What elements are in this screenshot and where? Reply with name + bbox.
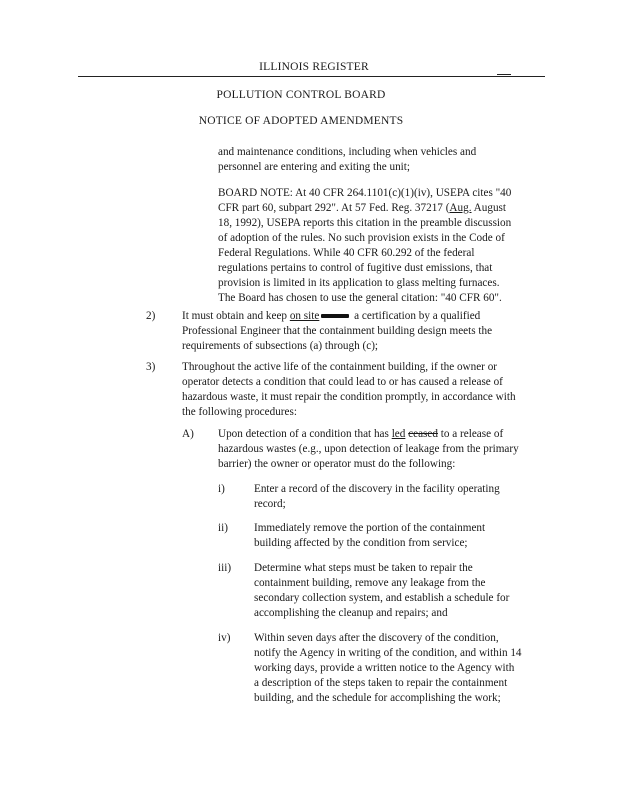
subitem-line: containment building, remove any leakage from the xyxy=(254,577,486,589)
continuation-line: personnel are entering and exiting the unit; xyxy=(218,161,410,173)
subitem-line: notify the Agency in writing of the condition, and within 14 xyxy=(254,647,522,659)
subitem-line: building affected by the condition from service; xyxy=(254,537,468,549)
item-number: 2) xyxy=(146,310,156,322)
subitem-number: i) xyxy=(218,483,225,495)
item-line: requirements of subsections (a) through (c); xyxy=(182,340,379,352)
board-note-line: CFR part 60, subpart 292". At 57 Fed. Reg. 37217 (Aug. August xyxy=(218,202,507,214)
subitem-line: secondary collection system, and establish a schedule for xyxy=(254,592,510,604)
subitem-line: Immediately remove the portion of the containment xyxy=(254,522,486,534)
board-note-line: 18, 1992), USEPA reports this citation in the preamble discussion xyxy=(218,217,512,229)
item-number: 3) xyxy=(146,361,156,373)
subitem-number: ii) xyxy=(218,522,228,534)
board-note-line: BOARD NOTE: At 40 CFR 264.1101(c)(1)(iv), USEPA cites "40 xyxy=(218,187,512,199)
register-header: ILLINOIS REGISTER xyxy=(259,61,369,73)
item-line: hazardous waste, it must repair the condition promptly, in accordance with xyxy=(182,391,516,403)
subitem-line: a description of the steps taken to repair the containment xyxy=(254,677,508,689)
item-line: hazardous wastes (e.g., upon detection of leakage from the primary xyxy=(218,443,519,455)
item-line: Upon detection of a condition that has led ceased to a release of xyxy=(218,428,504,440)
subitem-line: accomplishing the cleanup and repairs; and xyxy=(254,607,448,619)
subitem-line: building, and the schedule for accomplishing the work; xyxy=(254,692,501,704)
subitem-line: record; xyxy=(254,498,286,510)
underlined-insert: led xyxy=(391,428,406,440)
subitem-line: Enter a record of the discovery in the facility operating xyxy=(254,483,500,495)
underlined-insert: Aug. xyxy=(449,202,472,214)
item-line: the following procedures: xyxy=(182,406,297,418)
continuation-line: and maintenance conditions, including when vehicles and xyxy=(218,146,477,158)
board-note-line: provision is limited in its application to glass melting furnaces. xyxy=(218,277,500,289)
struck-text: ceased xyxy=(408,428,438,440)
header-rule-dash xyxy=(497,74,511,75)
subitem-line: Within seven days after the discovery of the condition, xyxy=(254,632,499,644)
header-rule xyxy=(78,76,545,77)
notice-header: NOTICE OF ADOPTED AMENDMENTS xyxy=(198,115,404,127)
subitem-number: iv) xyxy=(218,632,231,644)
board-header: POLLUTION CONTROL BOARD xyxy=(216,89,386,101)
board-note-line: of adoption of the rules. No such provision exists in the Code of xyxy=(218,232,505,244)
subitem-line: Determine what steps must be taken to repair the xyxy=(254,562,473,574)
item-line: It must obtain and keep on site a certification by a qualified xyxy=(182,310,481,322)
item-line: Throughout the active life of the containment building, if the owner or xyxy=(182,361,498,373)
subitem-line: working days, provide a written notice to the Agency with xyxy=(254,662,515,674)
board-note-line: Federal Regulations. While 40 CFR 60.292 of the federal xyxy=(218,247,475,259)
item-letter: A) xyxy=(182,428,194,440)
item-line: barrier) the owner or operator must do the following: xyxy=(218,458,456,470)
redaction-mark xyxy=(321,314,349,318)
item-line: operator detects a condition that could lead to or has caused a release of xyxy=(182,376,503,388)
board-note-line: The Board has chosen to use the general citation: "40 CFR 60". xyxy=(218,292,502,304)
item-line: Professional Engineer that the containment building design meets the xyxy=(182,325,493,337)
subitem-number: iii) xyxy=(218,562,232,574)
board-note-line: regulations pertains to control of fugitive dust emissions, that xyxy=(218,262,493,274)
underlined-insert: on site xyxy=(289,310,320,322)
